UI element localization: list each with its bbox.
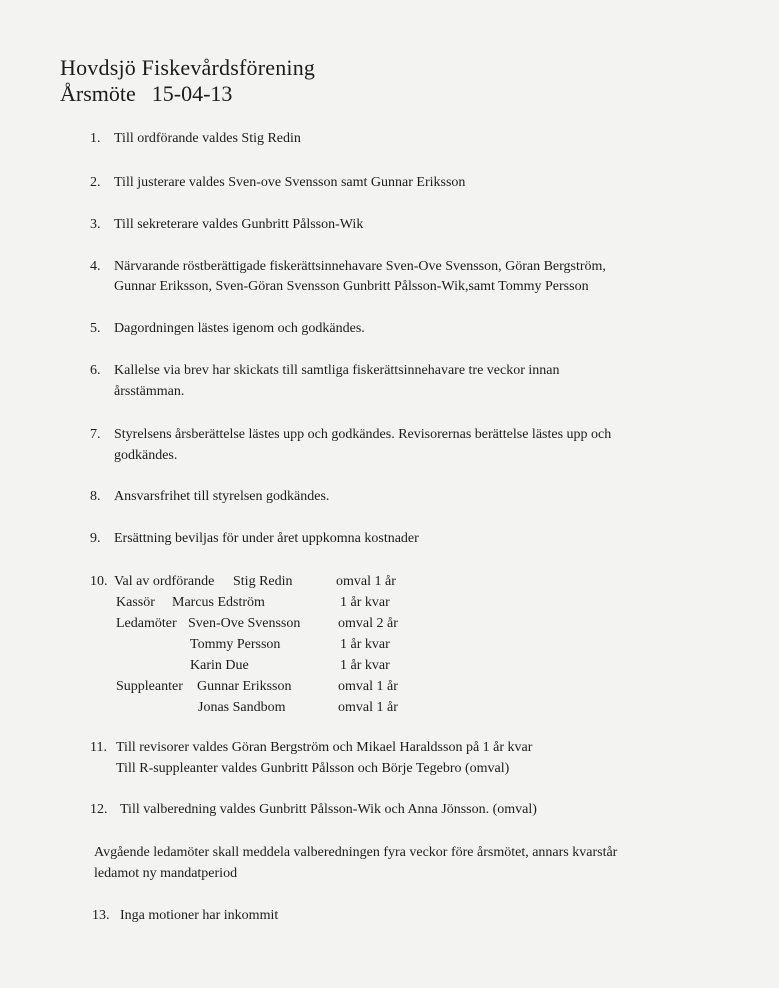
list-item xyxy=(90,172,730,194)
list-item xyxy=(90,318,730,340)
item-text: Till R-suppleanter valdes Gunbritt Pålsson och Börje Tegebro (omval) xyxy=(116,761,510,776)
election-name: Marcus Edström xyxy=(172,595,265,610)
election-term: 1 år kvar xyxy=(340,595,390,610)
item-number: 3. xyxy=(90,217,101,232)
election-term: omval 1 år xyxy=(338,679,398,694)
meeting-label: Årsmöte xyxy=(60,81,136,106)
election-term: 1 år kvar xyxy=(340,658,390,673)
item-continuation: Gunnar Eriksson, Sven-Göran Svensson Gunbritt Pålsson-Wik,samt Tommy Persson xyxy=(114,279,589,294)
list-item xyxy=(90,360,730,382)
item-number: 1. xyxy=(90,131,101,146)
organization-name: Hovdsjö Fiskevårdsförening xyxy=(60,55,316,80)
item-text: Ansvarsfrihet till styrelsen godkändes. xyxy=(114,489,330,504)
election-role: Val av ordförande xyxy=(114,574,215,589)
list-item xyxy=(90,486,730,508)
list-item xyxy=(90,214,730,236)
election-role: Kassör xyxy=(116,595,155,610)
election-role: Ledamöter xyxy=(116,616,177,631)
list-item xyxy=(90,528,730,550)
item-number: 11. xyxy=(90,740,107,755)
item-text: Till justerare valdes Sven-ove Svensson samt Gunnar Eriksson xyxy=(114,175,466,190)
election-term: omval 1 år xyxy=(336,574,396,589)
item-number: 8. xyxy=(90,489,101,504)
note-text: Avgående ledamöter skall meddela valberedningen fyra veckor före årsmötet, annars kvarstår xyxy=(94,845,618,860)
list-item xyxy=(90,424,730,446)
election-term: omval 2 år xyxy=(338,616,398,631)
item-number: 13. xyxy=(92,908,110,923)
item-text: Ersättning beviljas för under året uppkomna kostnader xyxy=(114,531,419,546)
item-text: Inga motioner har inkommit xyxy=(120,908,279,923)
item-text: Närvarande röstberättigade fiskerättsinnehavare Sven-Ove Svensson, Göran Bergström, xyxy=(114,259,606,274)
item-number: 6. xyxy=(90,363,101,378)
item-text: Styrelsens årsberättelse lästes upp och godkändes. Revisorernas berättelse lästes upp och xyxy=(114,427,612,442)
item-number: 12. xyxy=(90,802,108,817)
item-text: Till revisorer valdes Göran Bergström och Mikael Haraldsson på 1 år kvar xyxy=(116,740,533,755)
election-name: Stig Redin xyxy=(233,574,293,589)
election-name: Gunnar Eriksson xyxy=(197,679,292,694)
item-number: 5. xyxy=(90,321,101,336)
election-name: Karin Due xyxy=(190,658,249,673)
list-item xyxy=(90,128,730,150)
list-item xyxy=(90,256,730,278)
item-text: Till sekreterare valdes Gunbritt Pålsson-Wik xyxy=(114,217,364,232)
document-header xyxy=(60,54,315,108)
item-continuation: årsstämman. xyxy=(114,384,185,399)
meeting-date: 15-04-13 xyxy=(151,81,233,106)
election-role: Suppleanter xyxy=(116,679,183,694)
election-name: Jonas Sandbom xyxy=(198,700,286,715)
election-term: 1 år kvar xyxy=(340,637,390,652)
item-text: Kallelse via brev har skickats till samtliga fiskerättsinnehavare tre veckor innan xyxy=(114,363,560,378)
item-text: Till ordförande valdes Stig Redin xyxy=(114,131,301,146)
item-number: 4. xyxy=(90,259,101,274)
item-number: 9. xyxy=(90,531,101,546)
item-text: Till valberedning valdes Gunbritt Pålsson-Wik och Anna Jönsson. (omval) xyxy=(120,802,537,817)
item-number: 7. xyxy=(90,427,101,442)
elections-number: 10. xyxy=(90,574,108,589)
election-term: omval 1 år xyxy=(338,700,398,715)
item-text: Dagordningen lästes igenom och godkändes. xyxy=(114,321,365,336)
election-name: Sven-Ove Svensson xyxy=(188,616,301,631)
item-number: 2. xyxy=(90,175,101,190)
item-continuation: godkändes. xyxy=(114,448,178,463)
note-text: ledamot ny mandatperiod xyxy=(94,866,238,881)
meeting-title xyxy=(60,80,315,108)
election-name: Tommy Persson xyxy=(190,637,281,652)
